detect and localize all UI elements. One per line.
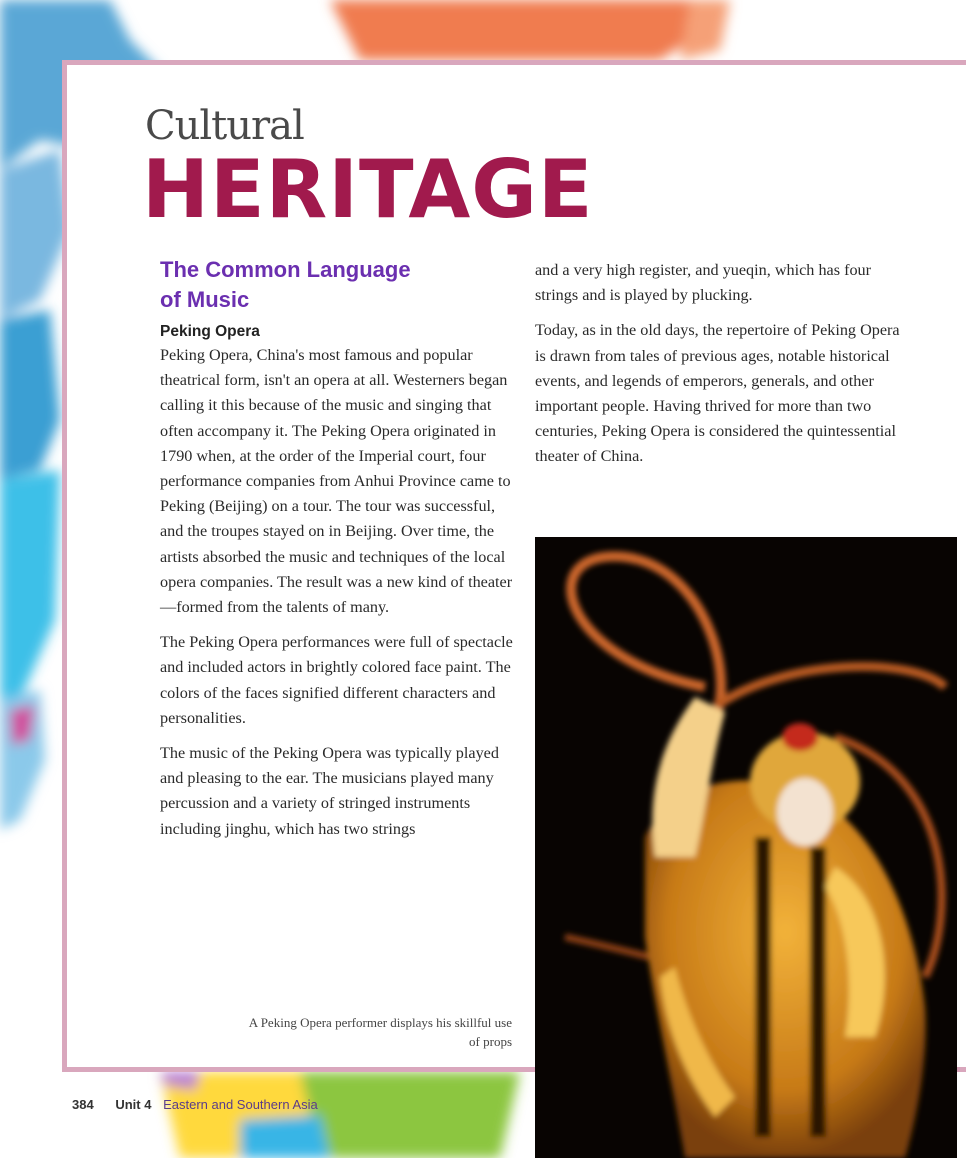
unit-label: Unit 4 xyxy=(115,1097,152,1112)
section-heading-line1: The Common Language xyxy=(160,257,411,282)
section-heading xyxy=(160,255,520,315)
article-right-column xyxy=(535,258,905,480)
opera-performer-photo xyxy=(535,537,957,1158)
page-number: 384 xyxy=(72,1097,94,1112)
article-left-column xyxy=(160,255,520,852)
paragraph: and a very high register, and yueqin, which has four strings and is played by plucking. xyxy=(535,261,872,305)
paragraph: The Peking Opera performances were full of spectacle and included actors in brightly colored face paint. The colors of the faces signified different characters and personalities. xyxy=(160,633,513,727)
title-heritage: HERITAGE xyxy=(142,143,594,236)
unit-title: Eastern and Southern Asia xyxy=(163,1097,318,1112)
section-heading-line2: of Music xyxy=(160,287,250,312)
title-cultural: Cultural xyxy=(145,103,304,149)
paragraph: The music of the Peking Opera was typically played and pleasing to the ear. The musicians played many percussion and a variety of stringed instruments including jinghu, which has two strings xyxy=(160,744,499,838)
paragraph: Today, as in the old days, the repertoire of Peking Opera is drawn from tales of previous ages, notable historical events, and legends of emperors, generals, and other important people. Having thrived for more than two centuries, Peking Opera is considered the quintessential theater of China. xyxy=(535,321,900,466)
photo-caption: A Peking Opera performer displays his skillful use of props xyxy=(248,1015,512,1049)
performer-illustration xyxy=(535,537,957,1158)
page-footer xyxy=(72,1097,318,1112)
paragraph: Peking Opera, China's most famous and popular theatrical form, isn't an opera at all. Westerners began calling it this because of the music and singing that often accompany it. The Peking Opera originated in 1790 when, at the order of the Imperial court, four performance companies from Anhui Province came to Peking (Beijing) on a tour. The tour was successful, and the troupes stayed on in Beijing. Over time, the artists absorbed the music and techniques of the local opera companies. The result was a new kind of theater—formed from the talents of many. xyxy=(160,346,513,617)
sub-heading-peking-opera: Peking Opera xyxy=(160,323,260,340)
